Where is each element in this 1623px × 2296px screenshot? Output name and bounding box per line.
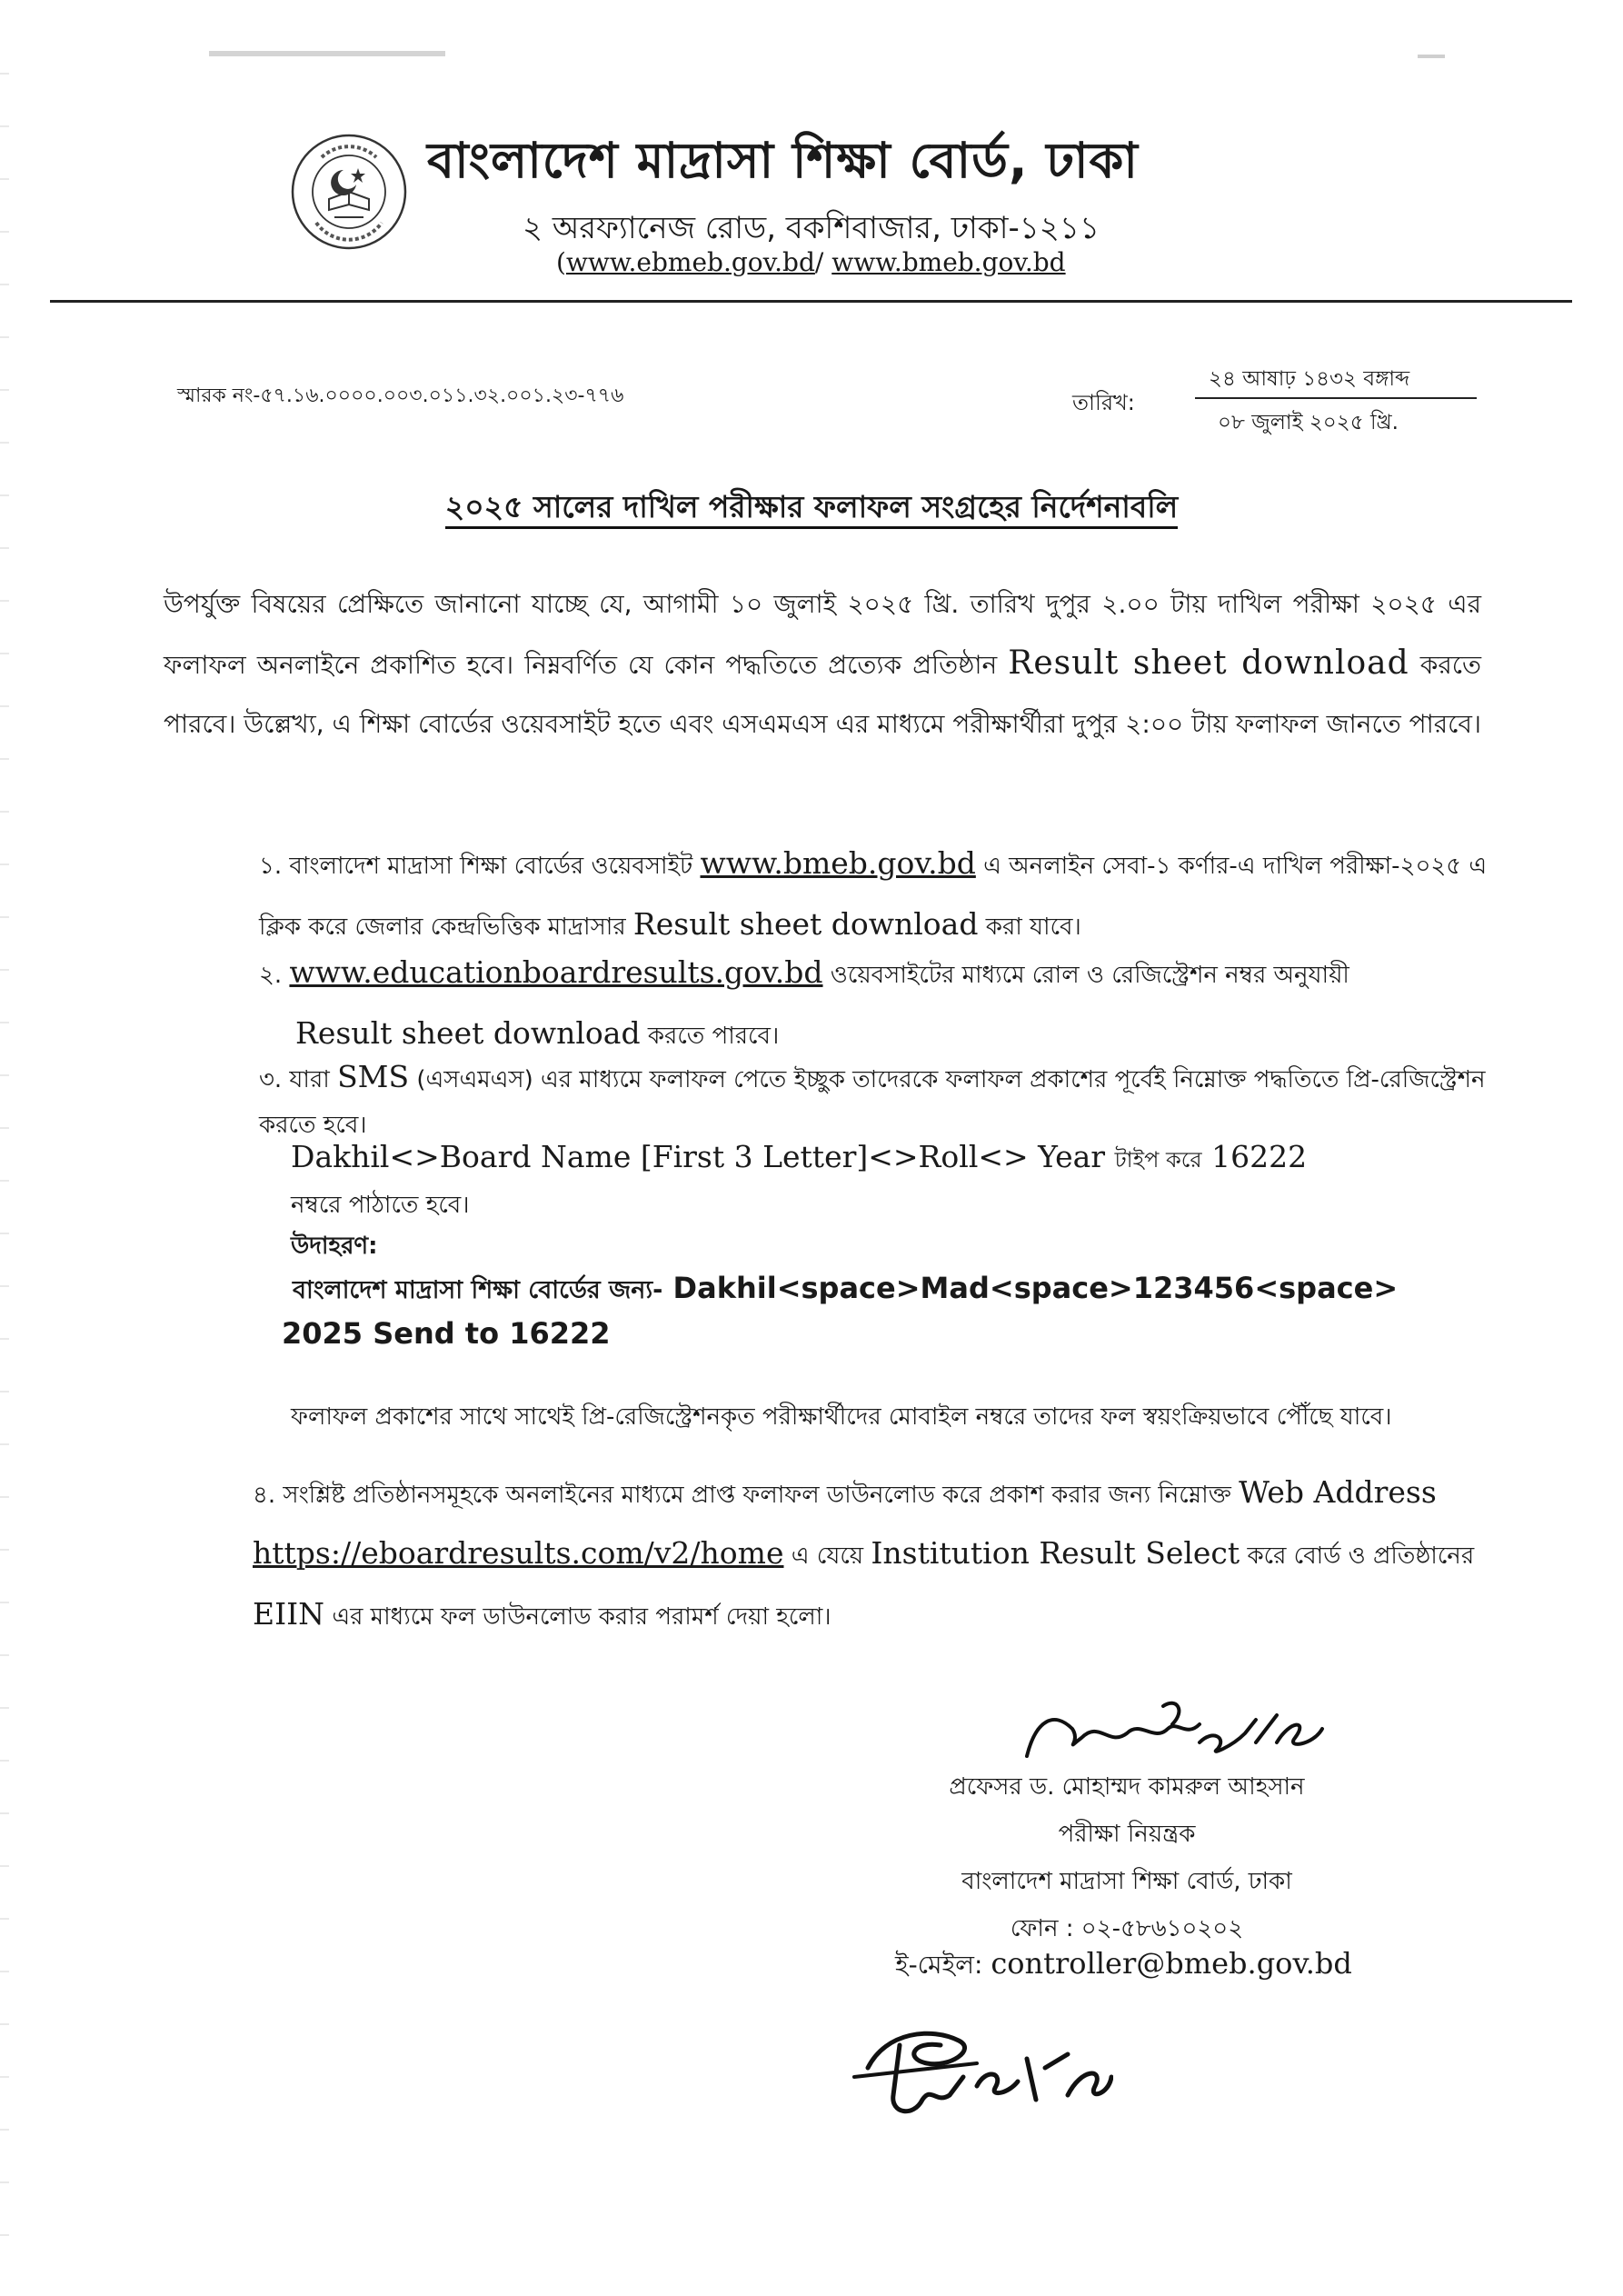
scan-edge <box>0 73 9 2236</box>
sms-format: Dakhil<>Board Name [First 3 Letter]<>Roll<> Year টাইপ করে 16222 <box>291 1139 1308 1174</box>
education-board-results-link[interactable]: www.educationboardresults.gov.bd <box>289 954 823 990</box>
example-line: বাংলাদেশ মাদ্রাসা শিক্ষা বোর্ডের জন্য- Dakhil<space>Mad<space>123456<space> <box>293 1271 1399 1305</box>
eboard-results-link[interactable]: https://eboardresults.com/v2/home <box>253 1535 784 1571</box>
memo-number: স্মারক নং-৫৭.১৬.০০০০.০০৩.০১১.৩২.০০১.২৩-৭৭৬ <box>177 384 624 407</box>
date-label: তারিখ: <box>1072 390 1135 415</box>
example-label: উদাহরণ: <box>291 1233 378 1260</box>
example-line-2: 2025 Send to 16222 <box>282 1316 611 1351</box>
website-link-ebmeb[interactable]: www.ebmeb.gov.bd <box>565 247 815 277</box>
signatory-name: প্রফেসর ড. মোহাম্মদ কামরুল আহসান <box>949 1773 1305 1801</box>
scan-artifact <box>1418 55 1445 58</box>
board-seal-icon <box>289 132 409 252</box>
notice-heading: ২০২৫ সালের দাখিল পরীক্ষার ফলাফল সংগ্রহের নির্দেশনাবলি <box>0 484 1623 534</box>
instruction-item-2: ২. www.educationboardresults.gov.bd ওয়েবসাইটের মাধ্যমে রোল ও রেজিস্ট্রেশন নম্বর অনুযায়ী Result sheet download করতে পারবে। <box>259 954 1349 1051</box>
board-title: বাংলাদেশ মাদ্রাসা শিক্ষা বোর্ড, ঢাকা <box>427 132 1139 189</box>
sms-format-tail: নম্বরে পাঠাতে হবে। <box>291 1192 470 1219</box>
date-gregorian: ০৮ জুলাই ২০২৫ খ্রি. <box>1218 411 1399 434</box>
instruction-item-1: ১. বাংলাদেশ মাদ্রাসা শিক্ষা বোর্ডের ওয়েবসাইট www.bmeb.gov.bd এ অনলাইন সেবা-১ কর্ণার-এ দাখিল পরীক্ষা-২০২৫ এ ক্লিক করে জেলার কেন্দ্রভিত্তিক মাদ্রাসার Result sheet download করা যাবে। <box>259 845 1488 942</box>
website-link-bmeb[interactable]: www.bmeb.gov.bd <box>831 247 1066 277</box>
initial-signature-icon <box>850 2013 1113 2131</box>
date-divider <box>1195 397 1477 399</box>
instruction-item-4: ৪. সংশ্লিষ্ট প্রতিষ্ঠানসমূহকে অনলাইনের মাধ্যমে প্রাপ্ত ফলাফল ডাউনলোড করে প্রকাশ করার জন্য নিম্নোক্ত Web Address https://eboardresults.com/v2/home এ যেয়ে Institution Result Select করে বোর্ড ও প্রতিষ্ঠানের EIIN এর মাধ্যমে ফল ডাউনলোড করার পরামর্শ দেয়া হলো। <box>253 1474 1475 1632</box>
bmeb-website-link[interactable]: www.bmeb.gov.bd <box>700 845 976 881</box>
signatory-email: ই-মেইল: controller@bmeb.gov.bd <box>895 1946 1352 1981</box>
signatory-phone: ফোন : ০২-৫৮৬১০২০২ <box>1010 1915 1244 1942</box>
board-address: ২ অরফ্যানেজ রোড, বকশিবাজার, ঢাকা-১২১১ <box>523 210 1100 246</box>
email-link[interactable]: controller@bmeb.gov.bd <box>991 1946 1352 1981</box>
board-websites: (www.ebmeb.gov.bd/ www.bmeb.gov.bd <box>556 247 1066 277</box>
auto-delivery-note: ফলাফল প্রকাশের সাথে সাথেই প্রি-রেজিস্ট্রেশনকৃত পরীক্ষার্থীদের মোবাইল নম্বরে তাদের ফল স্বয়ংক্রিয়ভাবে পৌঁছে যাবে। <box>291 1403 1392 1431</box>
controller-signature-icon <box>1018 1692 1327 1774</box>
instruction-item-3: ৩. যারা SMS (এসএমএস) এর মাধ্যমে ফলাফল পেতে ইচ্ছুক তাদেরকে ফলাফল প্রকাশের পূর্বেই নিম্নোক্ত পদ্ধতিতে প্রি-রেজিস্ট্রেশন করতে হবে। <box>259 1059 1486 1139</box>
intro-paragraph: উপর্যুক্ত বিষয়ের প্রেক্ষিতে জানানো যাচ্ছে যে, আগামী ১০ জুলাই ২০২৫ খ্রি. তারিখ দুপুর ২.০০ টায় দাখিল পরীক্ষা ২০২৫ এর ফলাফল অনলাইনে প্রকাশিত হবে। নিম্নবর্ণিত যে কোন পদ্ধতিতে প্রত্যেক প্রতিষ্ঠান Result sheet download করতে পারবে। উল্লেখ্য, এ শিক্ষা বোর্ডের ওয়েবসাইট হতে এবং এসএমএস এর মাধ্যমে পরীক্ষার্থীরা দুপুর ২:০০ টায় ফলাফল জানতে পারবে। <box>164 589 1481 739</box>
scan-artifact <box>209 51 445 56</box>
signatory-block <box>909 1763 1345 1952</box>
signatory-office: বাংলাদেশ মাদ্রাসা শিক্ষা বোর্ড, ঢাকা <box>961 1868 1292 1895</box>
signatory-designation: পরীক্ষা নিয়ন্ত্রক <box>1058 1821 1196 1848</box>
date-bangla: ২৪ আষাঢ় ১৪৩২ বঙ্গাব্দ <box>1209 367 1410 391</box>
header-divider <box>50 300 1572 303</box>
